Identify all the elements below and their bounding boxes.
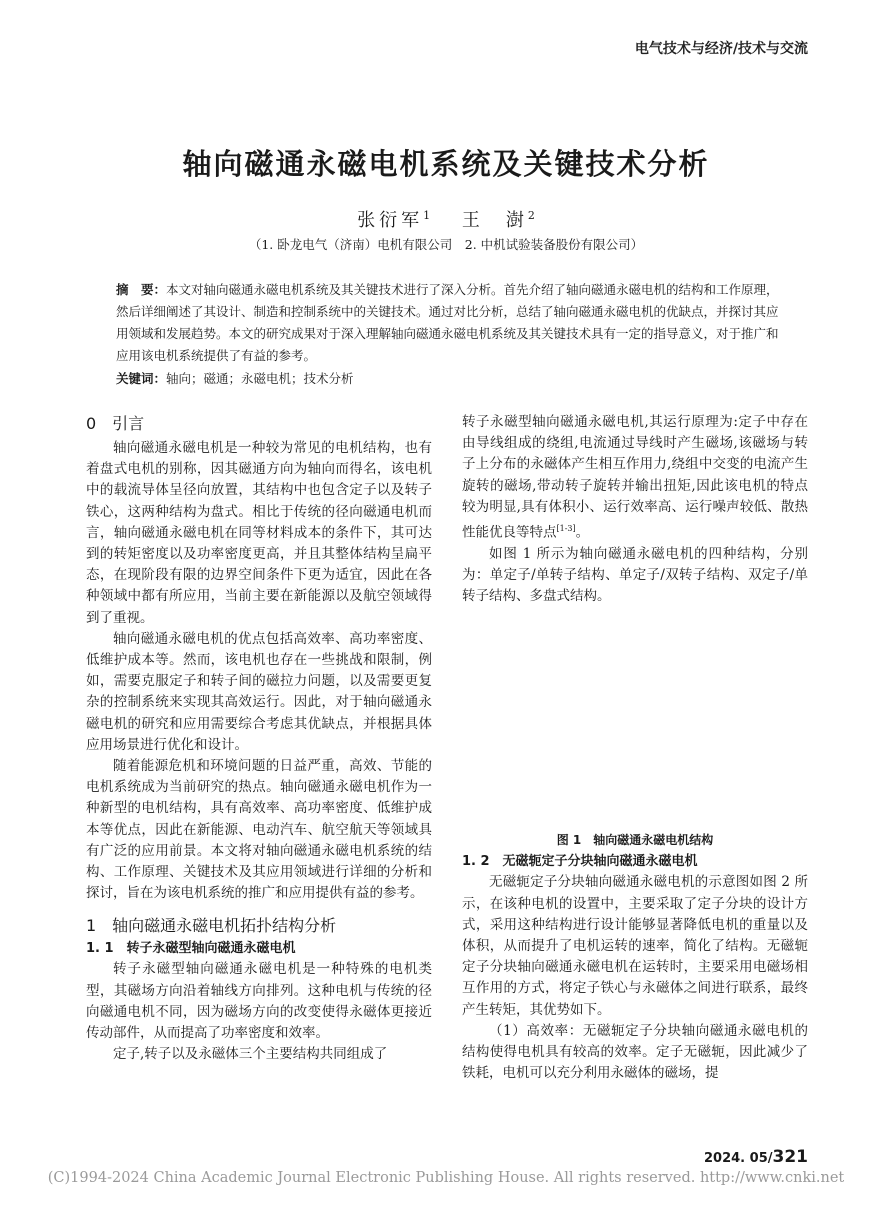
figure-1-placeholder <box>462 607 808 829</box>
journal-section-header: 电气技术与经济/技术与交流 <box>634 41 808 57</box>
section-0-heading: 0 引言 <box>86 414 145 433</box>
paragraph: 如图 1 所示为轴向磁通永磁电机的四种结构，分别为：单定子/单转子结构、单定子/双转子结构、双定子/单转子结构、多盘式结构。 <box>462 545 808 605</box>
issue-number: 2024. 05/ <box>704 1151 773 1166</box>
section-1-heading: 1 轴向磁通永磁电机拓扑结构分析 <box>86 916 337 936</box>
left-column <box>86 412 432 1065</box>
article-title: 轴向磁通永磁电机系统及关键技术分析 <box>182 147 710 181</box>
paragraph-end: 。 <box>575 524 590 541</box>
paragraph: 无磁轭定子分块轴向磁通永磁电机的示意图如图 2 所示，在该种电机的设置中，主要采取了定子分块的设计方式，采用这种结构进行设计能够显著降低电机的重量以及体积，从而提升了电机运转的速率，简化了结构。无磁轭定子分块轴向磁通永磁电机在运转时，主要采用电磁场相互作用的方式，将定子铁心与永磁体之间进行联系，最终产生转矩，其优势如下。 <box>462 874 808 1018</box>
abstract-label: 摘 要： <box>116 282 167 297</box>
paragraph-text: 转子永磁型轴向磁通永磁电机,其运行原理为:定子中存在由导线组成的绕组,电流通过导线时产生磁场,该磁场与转子上分布的永磁体产生相互作用力,绕组中交变的电流产生旋转的磁场,带动转子旋转并输出扭矩,因此该电机的特点较为明显,具有体积小、运行效率高、运行噪声较低、散热性能优良等特点 <box>462 414 808 541</box>
author-1-affil-marker: 1 <box>423 209 431 222</box>
paragraph: 转子永磁型轴向磁通永磁电机是一种特殊的电机类型，其磁场方向沿着轴线方向排列。这种电机与传统的径向磁通电机不同，因为磁场方向的改变使得永磁体更接近传动部件，从而提高了功率密度和效率。 <box>86 961 432 1042</box>
abstract <box>116 279 788 367</box>
page-number <box>704 1147 808 1167</box>
keywords <box>116 369 788 389</box>
author-1: 张衍军 <box>357 210 424 231</box>
paragraph: 轴向磁通永磁电机是一种较为常见的电机结构，也有着盘式电机的别称，因其磁通方向为轴向而得名，该电机中的载流导体呈径向放置，其结构中也包含定子以及转子铁心，这两种结构为盘式。相比于传统的径向磁通电机而言，轴向磁通永磁电机在同等材料成本的条件下，其可达到的转矩密度以及功率密度更高，并且其整体结构呈扁平态，在现阶段有限的边界空间条件下更为适宜，因此在各种领域中都有所应用，当前主要在新能源以及航空领域得到了重视。 <box>86 440 432 626</box>
right-column <box>462 412 808 1084</box>
author-2-affil-marker: 2 <box>527 209 535 222</box>
paragraph <box>462 412 808 544</box>
figure-1-caption: 图 1 轴向磁通永磁电机结构 <box>556 833 714 848</box>
paragraph: 定子,转子以及永磁体三个主要结构共同组成了 <box>113 1046 388 1063</box>
author-2: 王 澍 <box>461 210 528 231</box>
paragraph: 随着能源危机和环境问题的日益严重，高效、节能的电机系统成为当前研究的热点。轴向磁通永磁电机作为一种新型的电机结构，具有高效率、高功率密度、低维护成本等优点，因此在新能源、电动汽车、航空航天等领域具有广泛的应用前景。本文将对轴向磁通永磁电机系统的结构、工作原理、关键技术及其应用领域进行详细的分析和探讨，旨在为该电机系统的推广和应用提供有益的参考。 <box>86 758 432 902</box>
section-1-1-heading: 1. 1 转子永磁型轴向磁通永磁电机 <box>86 941 296 957</box>
abstract-text: 本文对轴向磁通永磁电机系统及其关键技术进行了深入分析。首先介绍了轴向磁通永磁电机的结构和工作原理，然后详细阐述了其设计、制造和控制系统中的关键技术。通过对比分析，总结了轴向磁通永磁电机的优缺点，并探讨其应用领域和发展趋势。本文的研究成果对于深入理解轴向磁通永磁电机系统及其关键技术具有一定的指导意义，对于推广和应用该电机系统提供了有益的参考。 <box>116 282 779 363</box>
copyright-notice: (C)1994-2024 China Academic Journal Electronic Publishing House. All rights reserved. http://www.cnki.net <box>47 1170 845 1186</box>
authors <box>0 206 892 232</box>
page-number-value: 321 <box>772 1147 808 1167</box>
paragraph: （1）高效率：无磁轭定子分块轴向磁通永磁电机的结构使得电机具有较高的效率。定子无磁轭，因此减少了铁耗，电机可以充分利用永磁体的磁场，提 <box>462 1022 808 1082</box>
paragraph: 轴向磁通永磁电机的优点包括高效率、高功率密度、低维护成本等。然而，该电机也存在一些挑战和限制，例如，需要克服定子和转子间的磁拉力问题，以及需要更复杂的控制系统来实现其高效运行。因此，对于轴向磁通永磁电机的研究和应用需要综合考虑其优缺点，并根据具体应用场景进行优化和设计。 <box>86 630 432 753</box>
keywords-label: 关键词： <box>116 371 167 386</box>
section-1-2-heading: 1. 2 无磁轭定子分块轴向磁通永磁电机 <box>462 854 698 870</box>
affiliations: （1. 卧龙电气（济南）电机有限公司 2. 中机试验装备股份有限公司） <box>248 237 644 252</box>
citation: [1-3] <box>556 524 576 534</box>
keywords-text: 轴向；磁通；永磁电机；技术分析 <box>166 371 354 386</box>
